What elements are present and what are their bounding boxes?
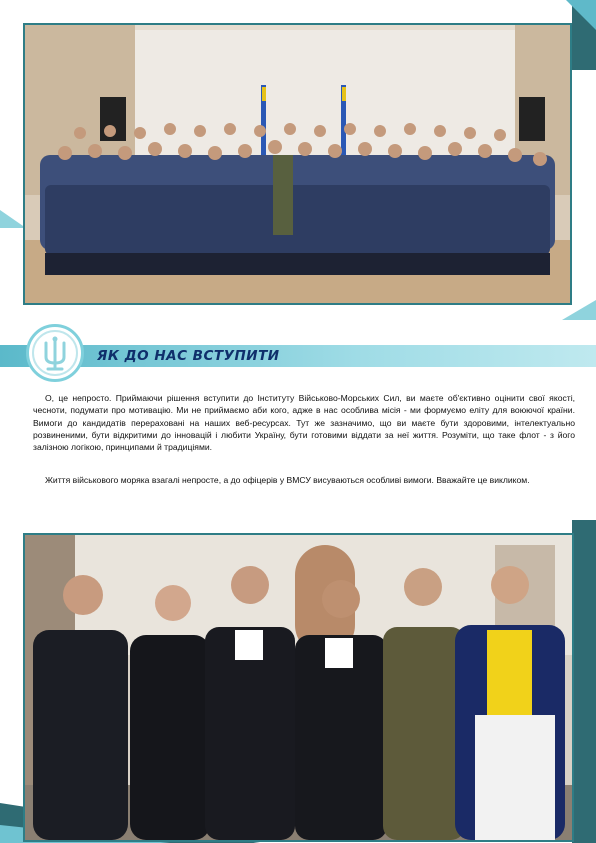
side-decoration-right bbox=[572, 520, 596, 843]
section-heading-gradient bbox=[0, 345, 596, 367]
paragraph-admission-requirements: О, це непросто. Приймаючи рішення вступити до Інституту Військово-Морських Сил, ви маєте об'єктивно оцінити свої якості, чесноти, подумати про мотивацію. Ми не приймаємо аби кого, адже в нас особлива місія - ми формуємо еліту для воюючої країни. Вимоги до кандидатів перераховані на наших веб-ресурсах. Тут же зазначимо, що ви маєте бути здоровими, інтелектуально розвиненими, бути відкритими до інновацій і любити Україну, бути готовими віддати за неї життя. Розуміти, що таке флот - з його залізною логікою, принципами й традиціями. bbox=[33, 393, 575, 453]
accent-triangle-right bbox=[562, 300, 596, 320]
group-photo-illustration bbox=[25, 25, 570, 303]
navy-trident-emblem-icon bbox=[26, 324, 84, 382]
corner-accent-top-right bbox=[566, 0, 596, 30]
paragraph-challenge: Життя військового моряка взагалі непросте, а до офіцерів у ВМСУ висуваються особливі вимоги. Вважайте це викликом. bbox=[45, 475, 530, 485]
photo-cadets-uniforms bbox=[25, 535, 572, 840]
accent-triangle-left bbox=[0, 210, 26, 228]
section-title: ЯК ДО НАС ВСТУПИТИ bbox=[97, 348, 280, 364]
group-photo-cadets bbox=[25, 25, 570, 303]
uniforms-photo-illustration bbox=[25, 535, 572, 840]
